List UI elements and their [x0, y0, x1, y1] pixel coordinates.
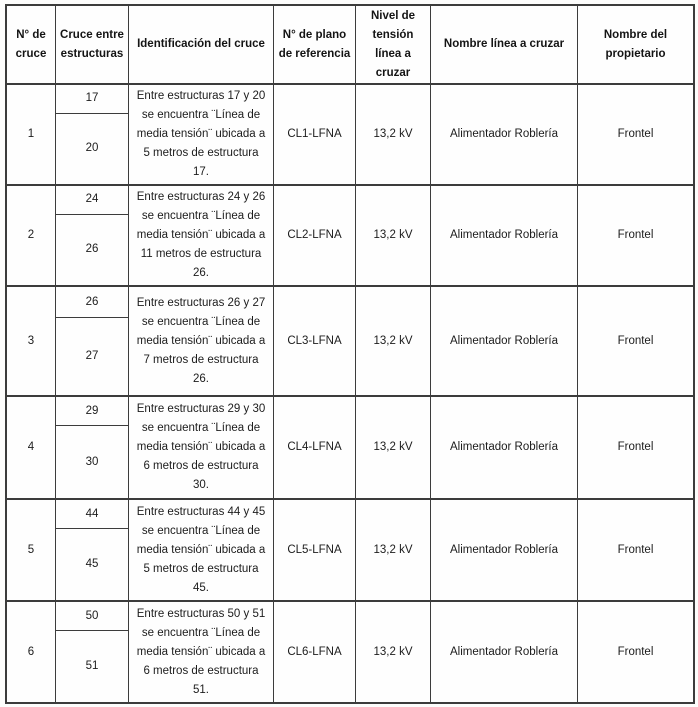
plan-number: CL5-LFNA	[273, 500, 355, 600]
identification-text: Entre estructuras 26 y 27 se encuentra ¨Línea de media tensión¨ ubicada a 7 metros de estructura 26.	[128, 287, 273, 395]
structure-top: 44	[56, 500, 128, 529]
line-name: Alimentador Roblería	[430, 287, 577, 395]
owner-name: Frontel	[577, 186, 693, 285]
table-row	[7, 184, 693, 285]
header-owner-name: Nombre del propietario	[577, 6, 693, 83]
plan-number: CL2-LFNA	[273, 186, 355, 285]
header-identification: Identificación del cruce	[128, 6, 273, 83]
crossing-number: 4	[27, 441, 35, 453]
structure-bottom: 20	[85, 142, 99, 155]
crossing-number: 2	[27, 229, 35, 241]
voltage-level: 13,2 kV	[355, 287, 430, 395]
header-structures: Cruce entre estructuras	[55, 6, 128, 83]
identification-text: Entre estructuras 24 y 26 se encuentra ¨Línea de media tensión¨ ubicada a 11 metros de estructura 26.	[128, 186, 273, 285]
plan-number: CL1-LFNA	[273, 85, 355, 184]
structures-cell	[55, 397, 128, 498]
structure-top: 29	[56, 397, 128, 426]
line-name: Alimentador Roblería	[430, 602, 577, 702]
line-name: Alimentador Roblería	[430, 500, 577, 600]
owner-name: Frontel	[577, 397, 693, 498]
structure-bottom: 30	[85, 455, 99, 468]
table-row	[7, 83, 693, 184]
line-name: Alimentador Roblería	[430, 186, 577, 285]
line-name: Alimentador Roblería	[430, 397, 577, 498]
plan-number: CL3-LFNA	[273, 287, 355, 395]
structures-cell	[55, 85, 128, 184]
line-name: Alimentador Roblería	[430, 85, 577, 184]
table-row	[7, 600, 693, 702]
structure-bottom: 45	[85, 558, 99, 570]
voltage-level: 13,2 kV	[355, 397, 430, 498]
voltage-level: 13,2 kV	[355, 186, 430, 285]
plan-number: CL6-LFNA	[273, 602, 355, 702]
structure-top: 26	[56, 287, 128, 318]
table-row	[7, 395, 693, 498]
owner-name: Frontel	[577, 85, 693, 184]
identification-text: Entre estructuras 44 y 45 se encuentra ¨Línea de media tensión¨ ubicada a 5 metros de estructura 45.	[128, 500, 273, 600]
identification-text: Entre estructuras 29 y 30 se encuentra ¨Línea de media tensión¨ ubicada a 6 metros de estructura 30.	[128, 397, 273, 498]
table-row	[7, 498, 693, 600]
structures-cell	[55, 602, 128, 702]
table-header-row	[7, 6, 693, 83]
structure-bottom: 27	[85, 350, 99, 363]
crossing-number: 6	[27, 645, 35, 658]
owner-name: Frontel	[577, 602, 693, 702]
table-row	[7, 285, 693, 395]
voltage-level: 13,2 kV	[355, 85, 430, 184]
structures-cell	[55, 186, 128, 285]
structures-cell	[55, 287, 128, 395]
owner-name: Frontel	[577, 287, 693, 395]
crossing-number: 3	[27, 334, 35, 347]
header-voltage-level: Nivel de tensión línea a cruzar	[355, 6, 430, 83]
owner-name: Frontel	[577, 500, 693, 600]
crossings-table	[5, 4, 695, 704]
header-reference-plan: N° de plano de referencia	[273, 6, 355, 83]
identification-text: Entre estructuras 17 y 20 se encuentra ¨Línea de media tensión¨ ubicada a 5 metros de estructura 17.	[128, 85, 273, 184]
identification-text: Entre estructuras 50 y 51 se encuentra ¨Línea de media tensión¨ ubicada a 6 metros de estructura 51.	[128, 602, 273, 702]
structure-bottom: 51	[85, 660, 99, 672]
structure-top: 50	[56, 602, 128, 631]
structure-top: 17	[56, 85, 128, 114]
header-line-name: Nombre línea a cruzar	[430, 6, 577, 83]
structure-bottom: 26	[85, 243, 99, 256]
header-crossing-number: N° de cruce	[15, 28, 47, 60]
voltage-level: 13,2 kV	[355, 602, 430, 702]
plan-number: CL4-LFNA	[273, 397, 355, 498]
voltage-level: 13,2 kV	[355, 500, 430, 600]
crossing-number: 1	[27, 128, 35, 140]
structures-cell	[55, 500, 128, 600]
structure-top: 24	[56, 186, 128, 215]
crossing-number: 5	[27, 543, 35, 556]
